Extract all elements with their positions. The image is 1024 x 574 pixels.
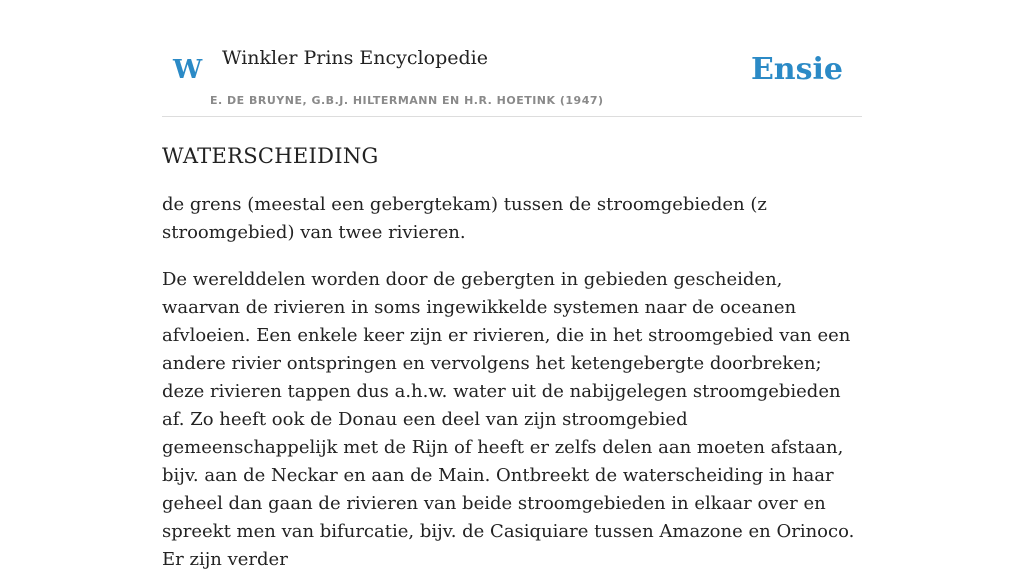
entry-title: WATERSCHEIDING (162, 144, 379, 168)
source-header (162, 0, 862, 117)
winkler-prins-logo[interactable]: W (173, 55, 203, 85)
ensie-logo[interactable]: Ensie (750, 52, 843, 87)
entry-paragraph-body: De werelddelen worden door de gebergten in gebieden gescheiden, waarvan de rivieren in soms ingewikkelde systemen naar de oceanen afvloeien. Een enkele keer zijn er rivieren, die in het stroomgebied van een andere rivier ontspringen en vervolgens het ketengebergte doorbreken; deze rivieren tappen dus a.h.w. water uit de nabijgelegen stroomgebieden af. Zo heeft ook de Donau een deel van zijn stroomgebied gemeenschappelijk met de Rijn of heeft er zelfs delen aan moeten afstaan, bijv. aan de Neckar en aan de Main. Ontbreekt de waterscheiding in haar geheel dan gaan de rivieren van beide stroomgebieden in elkaar over en spreekt men van bifurcatie, bijv. de Casiquiare tussen Amazone en Orinoco. Er zijn verder (162, 269, 855, 570)
source-title[interactable]: Winkler Prins Encyclopedie (222, 47, 488, 69)
entry-paragraph-definition: de grens (meestal een gebergtekam) tussen de stroomgebieden (z stroomgebied) van twee rivieren. (162, 194, 767, 243)
page-container (162, 0, 862, 574)
source-authors: E. DE BRUYNE, G.B.J. HILTERMANN EN H.R. HOETINK (1947) (210, 94, 604, 107)
